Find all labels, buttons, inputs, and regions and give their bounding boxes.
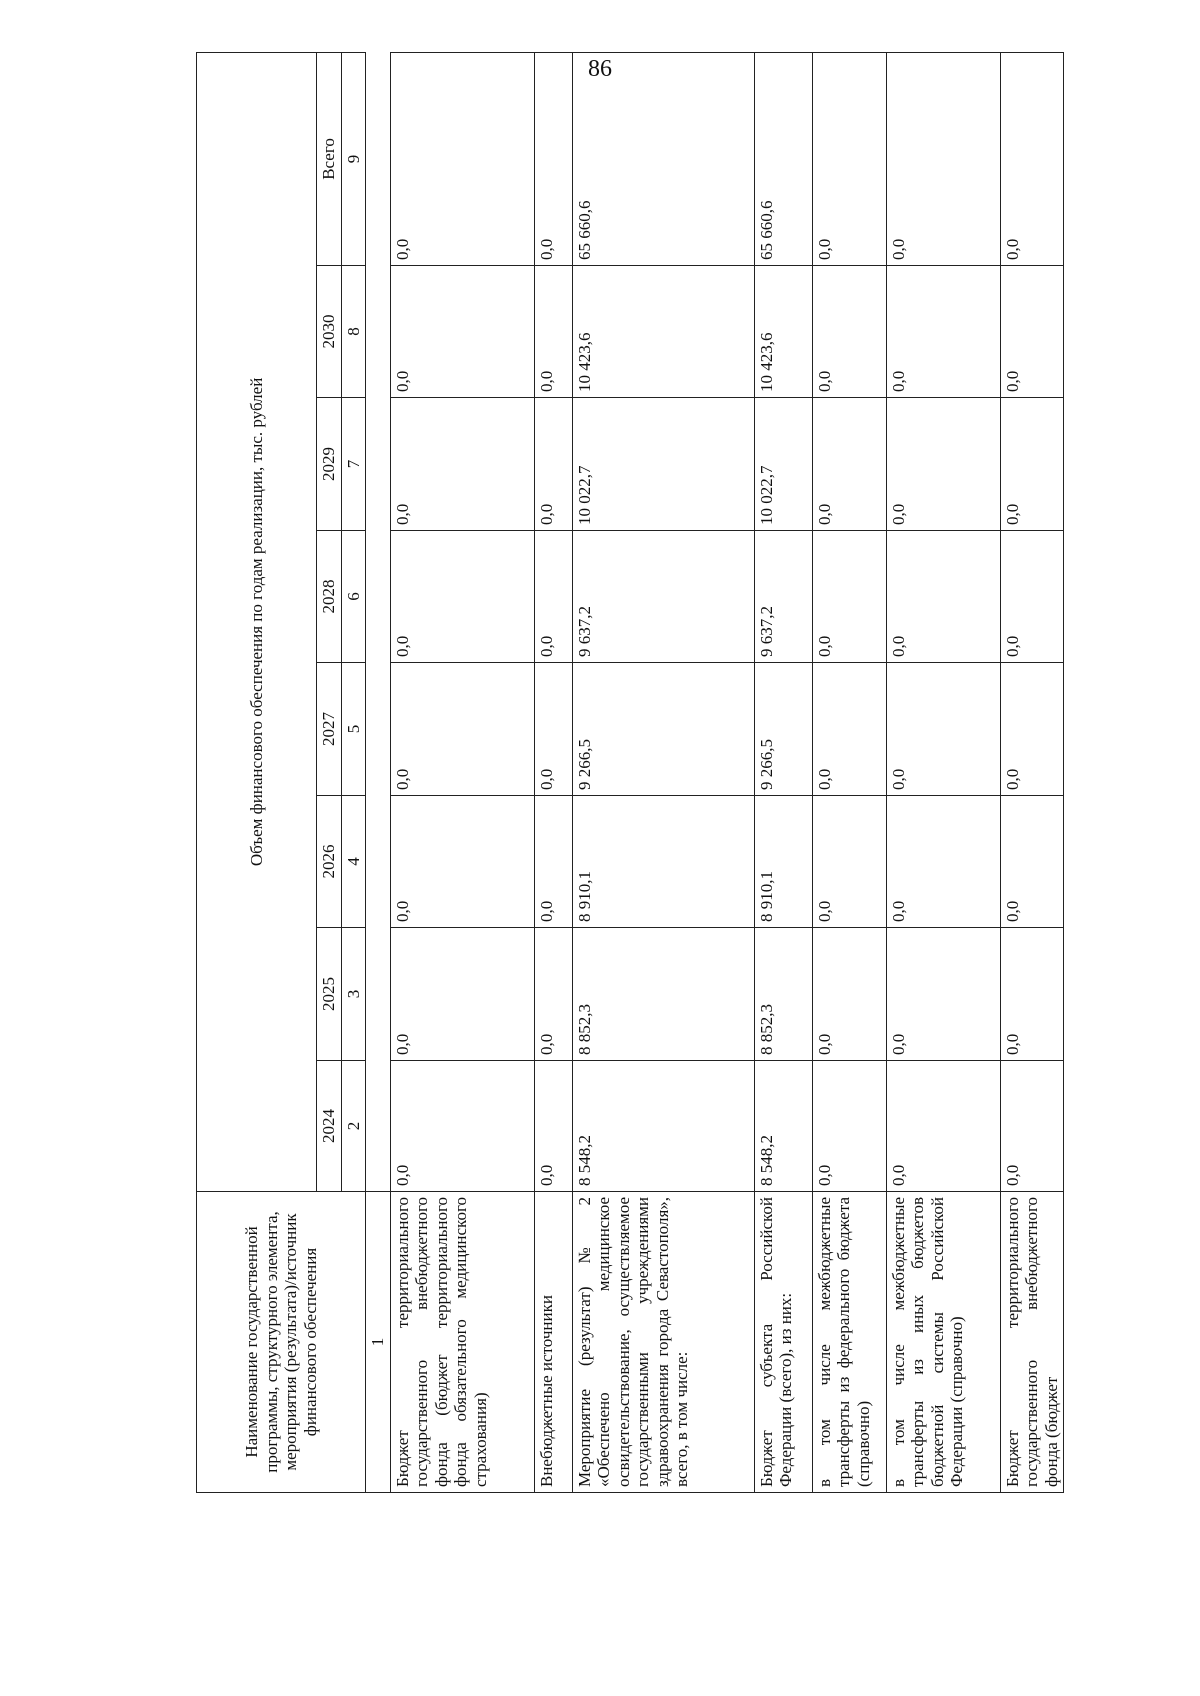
cell-value: 0,0 [812,397,886,530]
cell-value: 0,0 [390,52,534,265]
column-index: 9 [341,52,366,265]
column-index: 7 [341,397,366,530]
column-index: 1 [366,1191,391,1492]
cell-value: 0,0 [812,265,886,397]
cell-value: 10 423,6 [754,265,812,397]
cell-value: 9 637,2 [572,530,754,662]
cell-value: 0,0 [812,795,886,927]
cell-value: 10 022,7 [754,397,812,530]
cell-value: 0,0 [390,265,534,397]
cell-value: 0,0 [1000,530,1064,662]
header-year: 2028 [317,530,342,662]
row-name: в том числе межбюджетные трансферты из федерального бюджета (справочно) [812,1191,886,1492]
cell-value: 9 266,5 [572,662,754,795]
cell-value: 0,0 [812,927,886,1060]
cell-value: 0,0 [886,530,1000,662]
header-group-label: Объем финансового обеспечения по годам реализации, тыс. рублей [197,52,317,1191]
cell-value: 0,0 [534,927,572,1060]
cell-value: 0,0 [390,530,534,662]
cell-value: 0,0 [1000,397,1064,530]
cell-value: 65 660,6 [572,52,754,265]
cell-value: 8 852,3 [754,927,812,1060]
cell-value: 0,0 [534,1060,572,1191]
cell-value: 10 022,7 [572,397,754,530]
cell-value: 8 852,3 [572,927,754,1060]
cell-value: 10 423,6 [572,265,754,397]
cell-value: 9 266,5 [754,662,812,795]
column-index: 5 [341,662,366,795]
row-name: Бюджет территориального государственного внебюджетного фонда (бюджет [1000,1191,1064,1492]
cell-value: 0,0 [812,530,886,662]
cell-value: 8 548,2 [754,1060,812,1191]
cell-value: 9 637,2 [754,530,812,662]
table-row [1000,52,1064,1492]
header-year: 2026 [317,795,342,927]
header-total: Всего [317,52,342,265]
cell-value: 0,0 [886,795,1000,927]
index-row-spacer [366,52,391,1191]
cell-value: 0,0 [390,795,534,927]
column-index: 2 [341,1060,366,1191]
cell-value: 0,0 [812,1060,886,1191]
cell-value: 0,0 [1000,1060,1064,1191]
header-year: 2030 [317,265,342,397]
table-row [812,52,886,1492]
column-index: 6 [341,530,366,662]
cell-value: 0,0 [390,927,534,1060]
table-row [572,52,754,1492]
cell-value: 0,0 [534,530,572,662]
header-name-column: Наименование государственной программы, структурного элемента, мероприятия (результата)/источник финансового обеспечения [197,1191,366,1492]
cell-value: 0,0 [534,265,572,397]
row-name: Бюджет территориального государственного внебюджетного фонда (бюджет территориального фонда обязательного медицинского страхования) [390,1191,534,1492]
header-year: 2024 [317,1060,342,1191]
cell-value: 0,0 [812,662,886,795]
cell-value: 0,0 [886,927,1000,1060]
cell-value: 0,0 [886,397,1000,530]
row-name: в том числе межбюджетные трансферты из иных бюджетов бюджетной системы Российской Федерации (справочно) [886,1191,1000,1492]
cell-value: 65 660,6 [754,52,812,265]
cell-value: 0,0 [534,662,572,795]
column-index: 8 [341,265,366,397]
cell-value: 0,0 [886,662,1000,795]
table-row [886,52,1000,1492]
cell-value: 0,0 [1000,662,1064,795]
cell-value: 0,0 [534,795,572,927]
cell-value: 0,0 [1000,265,1064,397]
cell-value: 0,0 [1000,927,1064,1060]
table-row [754,52,812,1492]
cell-value: 0,0 [1000,52,1064,265]
column-index: 4 [341,795,366,927]
cell-value: 0,0 [390,662,534,795]
cell-value: 8 910,1 [572,795,754,927]
cell-value: 0,0 [812,52,886,265]
header-year: 2025 [317,927,342,1060]
header-year: 2029 [317,397,342,530]
rotated-table-wrapper [196,123,1110,1493]
cell-value: 0,0 [886,52,1000,265]
cell-value: 0,0 [534,52,572,265]
page-number: 86 [588,56,612,82]
cell-value: 0,0 [886,1060,1000,1191]
cell-value: 8 548,2 [572,1060,754,1191]
header-year: 2027 [317,662,342,795]
cell-value: 0,0 [886,265,1000,397]
row-name: Бюджет субъекта Российской Федерации (всего), из них: [754,1191,812,1492]
cell-value: 0,0 [1000,795,1064,927]
row-name: Внебюджетные источники [534,1191,572,1492]
cell-value: 0,0 [534,397,572,530]
row-name: Мероприятие (результат) № 2 «Обеспечено медицинское освидетельствование, осуществляемое государственными учреждениями здравоохранения города Севастополя», всего, в том числе: [572,1191,754,1492]
cell-value: 8 910,1 [754,795,812,927]
table-row [390,52,534,1492]
cell-value: 0,0 [390,397,534,530]
column-index: 3 [341,927,366,1060]
cell-value: 0,0 [390,1060,534,1191]
financing-table [196,52,1064,1493]
table-row [534,52,572,1492]
